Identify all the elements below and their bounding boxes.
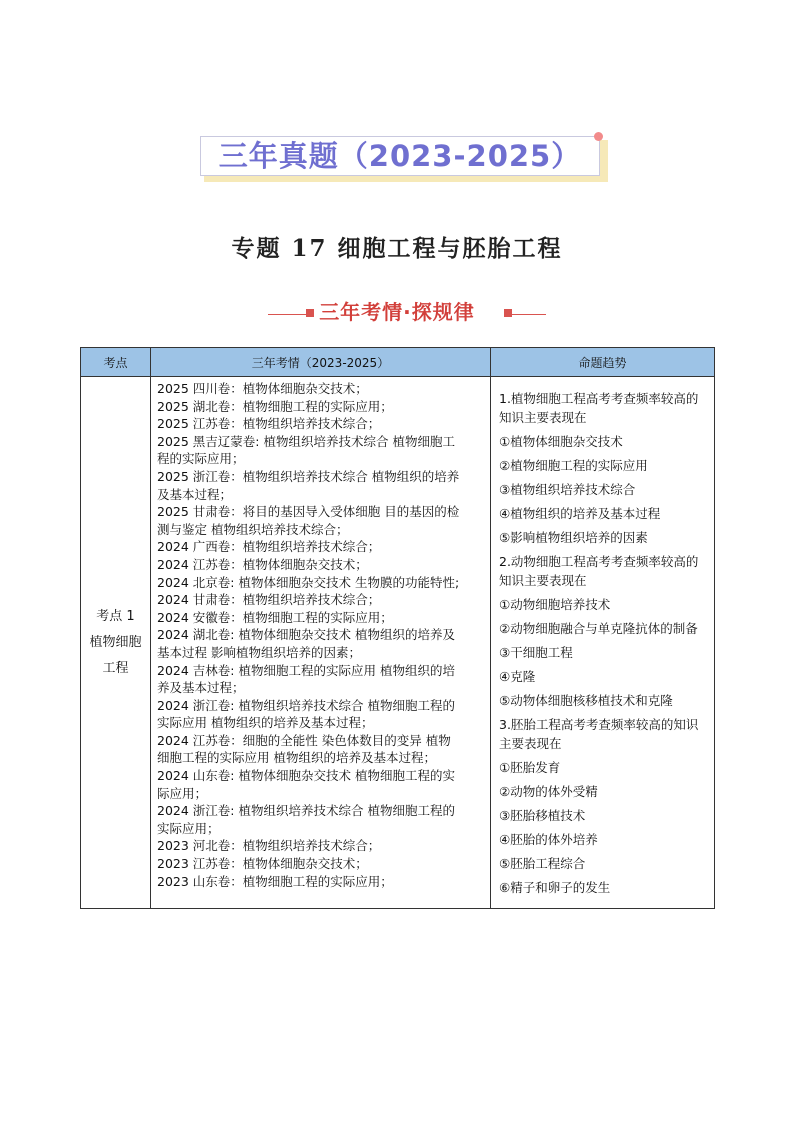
trend-point: ⑤胚胎工程综合 xyxy=(499,856,586,871)
section-heading-text: 三年考情·探规律 xyxy=(319,300,475,324)
trend-heading: 1.植物细胞工程高考考查频率较高的知识主要表现在 xyxy=(499,391,699,425)
heading-square-right xyxy=(504,309,512,317)
table-row xyxy=(81,377,715,909)
exam-line: 2024 浙江卷: 植物组织培养技术综合 植物细胞工程的 xyxy=(157,803,455,819)
exam-line: 2023 江苏卷：植物体细胞杂交技术； xyxy=(157,856,368,872)
trend-point: ④胚胎的体外培养 xyxy=(499,832,598,847)
exam-line: 细胞工程的实际应用 植物组织的培养及基本过程； xyxy=(157,750,436,766)
banner-title: 三年真题（2023-2025） xyxy=(218,139,582,173)
topic-cell xyxy=(81,377,151,909)
exam-line: 2024 江苏卷：细胞的全能性 染色体数目的变异 植物 xyxy=(157,732,451,748)
trend-point: ④克隆 xyxy=(499,669,536,684)
exam-line: 2024 吉林卷: 植物细胞工程的实际应用 植物组织的培 xyxy=(157,662,455,678)
trend-point: ①植物体细胞杂交技术 xyxy=(499,434,623,449)
exam-line: 2024 浙江卷: 植物组织培养技术综合 植物细胞工程的 xyxy=(157,697,455,713)
exam-line: 2025 江苏卷：植物组织培养技术综合； xyxy=(157,416,381,432)
topic-line: 工程 xyxy=(102,660,129,676)
exam-line: 2023 山东卷：植物细胞工程的实际应用； xyxy=(157,873,393,889)
exam-line: 2024 甘肃卷：植物组织培养技术综合； xyxy=(157,592,381,608)
trend-point: ②植物细胞工程的实际应用 xyxy=(499,458,648,473)
heading-line-right xyxy=(510,314,546,315)
exam-line: 际应用； xyxy=(157,785,208,801)
exam-line: 及基本过程； xyxy=(157,486,233,502)
exam-line: 2024 江苏卷：植物体细胞杂交技术； xyxy=(157,556,368,572)
exam-line: 实际应用 植物组织的培养及基本过程； xyxy=(157,715,374,731)
table-header-row xyxy=(81,348,715,377)
exam-line: 2025 四川卷：植物体细胞杂交技术； xyxy=(157,381,368,396)
exam-line: 2024 山东卷: 植物体细胞杂交技术 植物细胞工程的实 xyxy=(157,768,455,784)
header-topic: 考点 xyxy=(81,348,151,377)
exam-line: 2025 湖北卷：植物细胞工程的实际应用； xyxy=(157,398,393,414)
trend-heading: 2.动物细胞工程高考考查频率较高的知识主要表现在 xyxy=(499,554,699,588)
exam-line: 2025 甘肃卷：将目的基因导入受体细胞 目的基因的检 xyxy=(157,504,460,520)
trend-point: ③植物组织培养技术综合 xyxy=(499,482,636,497)
exam-analysis-table xyxy=(80,347,715,909)
exam-line: 程的实际应用； xyxy=(157,451,245,467)
section-heading xyxy=(0,296,794,328)
exam-line: 2025 黑吉辽蒙卷: 植物组织培养技术综合 植物细胞工 xyxy=(157,433,455,449)
header-exams: 三年考情（2023-2025） xyxy=(151,348,491,377)
trend-point: ①动物细胞培养技术 xyxy=(499,597,611,612)
trend-point: ⑤影响植物组织培养的因素 xyxy=(499,530,648,545)
exam-line: 2024 安徽卷：植物细胞工程的实际应用； xyxy=(157,609,393,625)
topic-line: 考点 1 xyxy=(96,608,135,624)
title-banner xyxy=(200,136,610,182)
trend-point: ⑤动物体细胞核移植技术和克隆 xyxy=(499,693,673,708)
exam-line: 实际应用； xyxy=(157,820,220,836)
exam-line: 2024 北京卷: 植物体细胞杂交技术 生物膜的功能特性; xyxy=(157,574,460,590)
trend-point: ③胚胎移植技术 xyxy=(499,808,586,823)
exam-line: 2024 湖北卷: 植物体细胞杂交技术 植物组织的培养及 xyxy=(157,627,455,643)
subject-title: 专题 17 细胞工程与胚胎工程 xyxy=(231,235,563,262)
banner-dot xyxy=(594,132,603,141)
exam-line: 基本过程 影响植物组织培养的因素； xyxy=(157,644,361,660)
exam-line: 2025 浙江卷：植物组织培养技术综合 植物组织的培养 xyxy=(157,468,460,484)
exam-line: 2024 广西卷：植物组织培养技术综合； xyxy=(157,539,381,555)
exam-line: 养及基本过程； xyxy=(157,680,245,696)
exam-line: 2023 河北卷：植物组织培养技术综合； xyxy=(157,838,381,854)
trend-point: ②动物细胞融合与单克隆抗体的制备 xyxy=(499,621,698,636)
trend-point: ③干细胞工程 xyxy=(499,645,573,660)
exam-line: 测与鉴定 植物组织培养技术综合； xyxy=(157,521,349,537)
trend-cell xyxy=(491,377,715,909)
header-trend: 命题趋势 xyxy=(491,348,715,377)
exams-cell xyxy=(151,377,491,909)
trend-heading: 3.胚胎工程高考考查频率较高的知识主要表现在 xyxy=(499,717,699,751)
trend-point: ⑥精子和卵子的发生 xyxy=(499,880,611,895)
trend-point: ④植物组织的培养及基本过程 xyxy=(499,506,661,521)
trend-point: ②动物的体外受精 xyxy=(499,784,598,799)
trend-point: ①胚胎发育 xyxy=(499,760,561,775)
topic-line: 植物细胞 xyxy=(89,634,142,650)
